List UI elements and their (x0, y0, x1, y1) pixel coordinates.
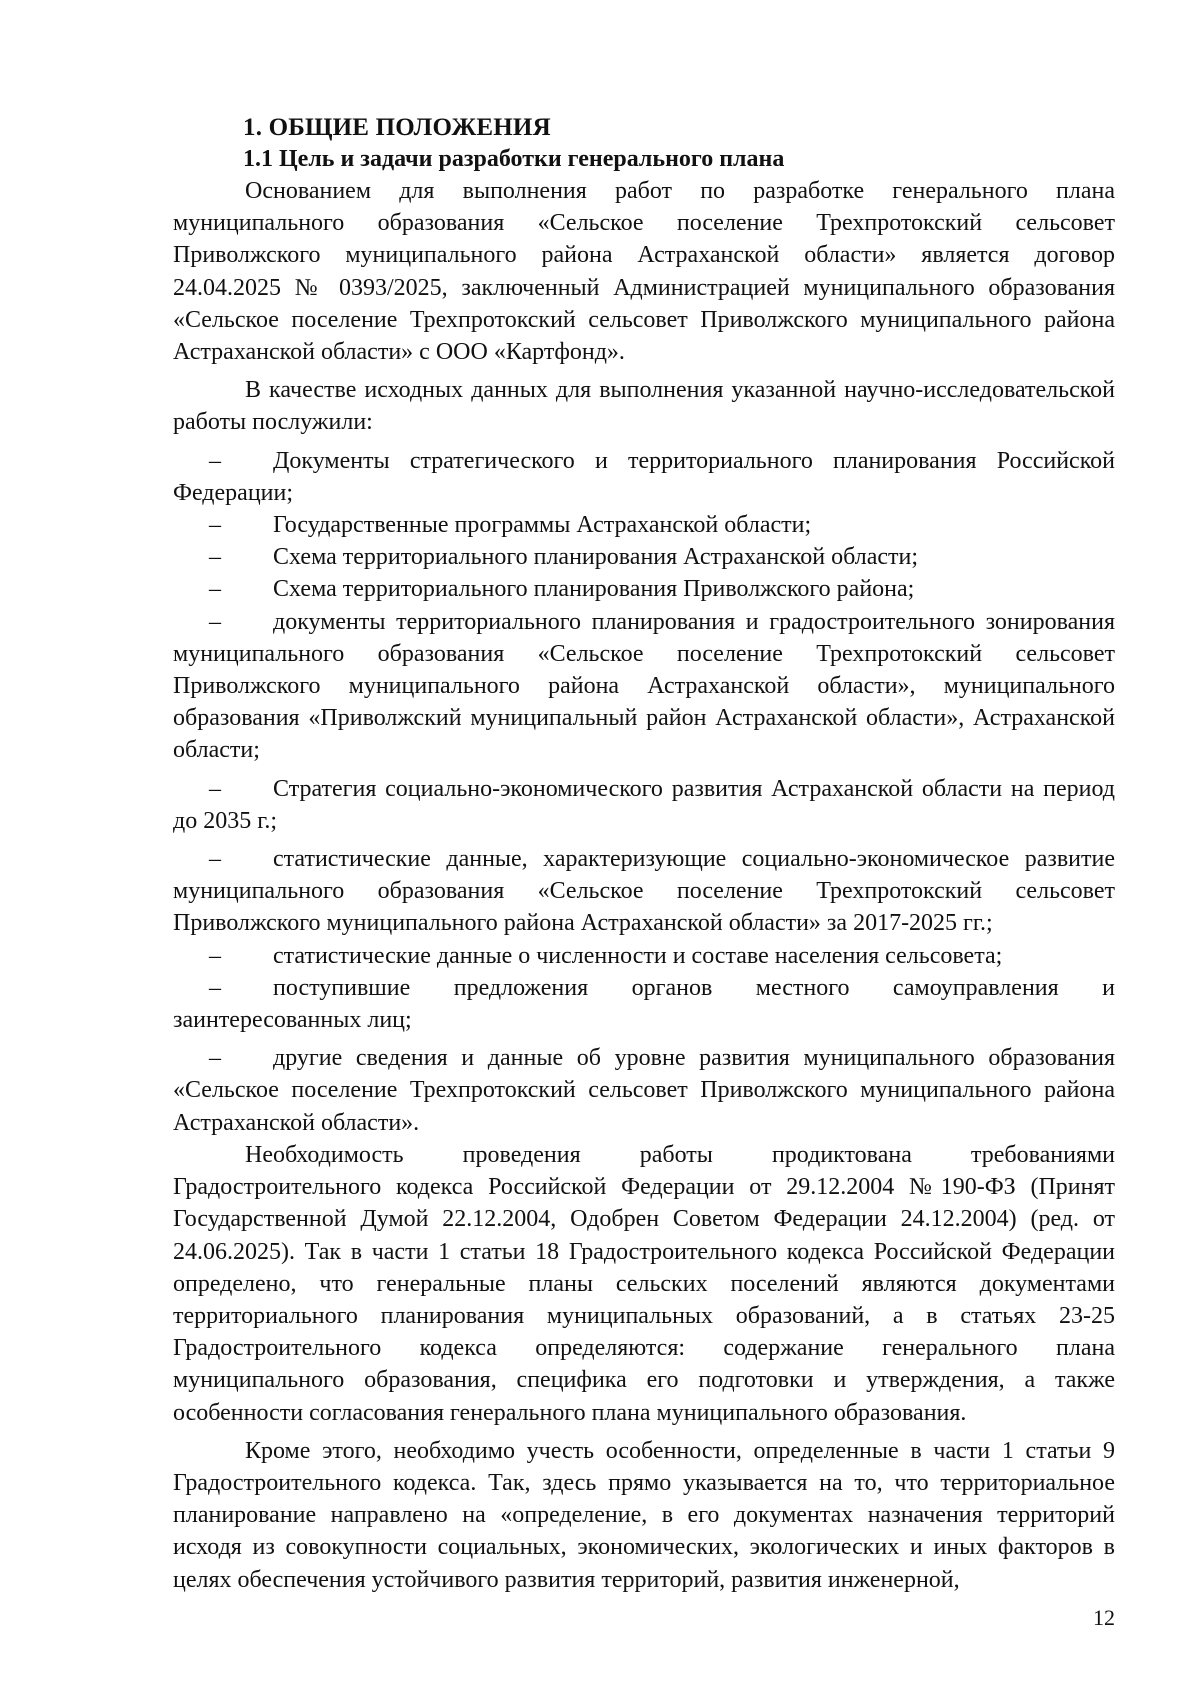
list-item (173, 573, 1115, 605)
list-dash: – (209, 447, 221, 474)
list-item (173, 1042, 1115, 1139)
document-page (173, 112, 1115, 1596)
list-item-text: Стратегия социально-экономического развития Астраханской области на период до 2035 г.; (173, 775, 1115, 834)
list-item (173, 843, 1115, 940)
list-dash: – (209, 1045, 221, 1072)
list-dash: – (209, 846, 221, 873)
list-item (173, 606, 1115, 767)
section-heading: 1. ОБЩИЕ ПОЛОЖЕНИЯ (243, 114, 551, 141)
list-item (173, 972, 1115, 1036)
paragraph-necessity: Необходимость проведения работы продиктована требованиями Градостроительного кодекса Российской Федерации от 29.12.2004 №190-ФЗ (Принят Государственной Думой 22.12.2004, Одобрен Советом Федерации 24.12.2004) (ред. от 24.06.2025). Так в части 1 статьи 18 Градостроительного кодекса Российской Федерации определено, что генеральные планы сельских поселений являются документами территориального планирования муниципальных образований, а в статьях 23-25 Градостроительного кодекса определяются: содержание генерального плана муниципального образования, специфика его подготовки и утверждения, а также особенности согласования генерального плана муниципального образования. (173, 1141, 1115, 1426)
list-item (173, 940, 1115, 972)
list-dash: – (209, 512, 221, 539)
list-item-text: статистические данные, характеризующие социально-экономическое развитие муниципального образования «Сельское поселение Трехпротокский сельсовет Приволжского муниципального района Астраханской области» за 2017-2025 гг.; (173, 846, 1115, 937)
list-item (173, 541, 1115, 573)
list-item-text: статистические данные о численности и составе населения сельсовета; (273, 942, 1003, 969)
list-dash: – (209, 544, 221, 571)
list-dash: – (209, 974, 221, 1001)
list-item (173, 509, 1115, 541)
page-number: 12 (1093, 1605, 1115, 1630)
list-item-text: Схема территориального планирования Приволжского района; (273, 576, 915, 603)
list-item-text: Государственные программы Астраханской области; (273, 512, 812, 539)
list-item-text: другие сведения и данные об уровне развития муниципального образования «Сельское поселение Трехпротокский сельсовет Приволжского муниципального района Астраханской области». (173, 1045, 1115, 1136)
list-item-text: документы территориального планирования и градостроительного зонирования муниципального образования «Сельское поселение Трехпротокский сельсовет Приволжского муниципального района Астраханской области», муниципального образования «Приволжский муниципальный район Астраханской области», Астраханской области; (173, 608, 1115, 764)
subsection-heading: 1.1 Цель и задачи разработки генерального плана (243, 146, 785, 172)
list-item-text: поступившие предложения органов местного самоуправления и заинтересованных лиц; (173, 974, 1115, 1034)
list-dash: – (209, 608, 221, 635)
paragraph-basis: Основанием для выполнения работ по разработке генерального плана муниципального образования «Сельское поселение Трехпротокский сельсовет Приволжского муниципального района Астраханской области» является договор 24.04.2025 № 0393/2025, заключенный Администрацией муниципального образования «Сельское поселение Трехпротокский сельсовет Приволжского муниципального района Астраханской области» с ООО «Картфонд». (173, 178, 1115, 366)
source-data-list (173, 445, 1115, 1139)
list-item-text: Схема территориального планирования Астраханской области; (273, 544, 918, 571)
list-dash: – (209, 942, 221, 969)
list-item (173, 773, 1115, 837)
list-item-text: Документы стратегического и территориального планирования Российской Федерации; (173, 447, 1115, 506)
list-item (173, 445, 1115, 509)
list-dash: – (209, 576, 221, 603)
paragraph-source-data-intro: В качестве исходных данных для выполнения указанной научно-исследовательской работы послужили: (173, 377, 1115, 436)
paragraph-features: Кроме этого, необходимо учесть особенности, определенные в части 1 статьи 9 Градостроительного кодекса. Так, здесь прямо указывается на то, что территориальное планирование направлено на «определение, в его документах назначения территорий исходя из совокупности социальных, экономических, экологических и иных факторов в целях обеспечения устойчивого развития территорий, развития инженерной, (173, 1437, 1115, 1593)
list-dash: – (209, 775, 221, 802)
